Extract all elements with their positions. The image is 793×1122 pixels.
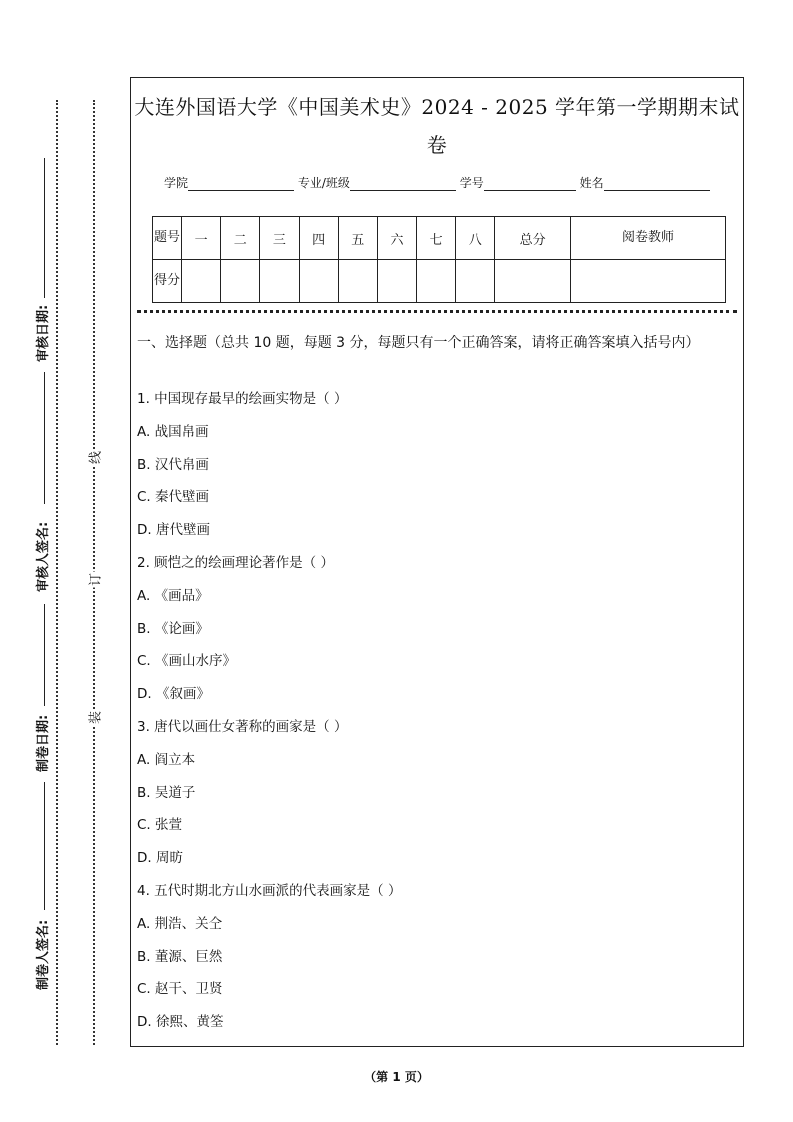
score-label: 得分 bbox=[153, 260, 182, 303]
score-table-header-row bbox=[153, 217, 726, 260]
score-col-6: 六 bbox=[377, 217, 416, 260]
major-blank[interactable] bbox=[350, 178, 456, 191]
section-separator bbox=[137, 310, 737, 313]
answer-option: D. 唐代壁画 bbox=[137, 522, 210, 539]
answer-option: A. 荆浩、关仝 bbox=[137, 915, 223, 932]
binding-mark-line: 线 bbox=[85, 450, 104, 466]
answer-option: D. 徐熙、黄筌 bbox=[137, 1014, 224, 1031]
question-stem: 3. 唐代以画仕女著称的画家是（ ） bbox=[137, 719, 348, 735]
answer-option: A. 阎立本 bbox=[137, 751, 196, 768]
answer-option: C. 赵干、卫贤 bbox=[137, 981, 223, 998]
question-stem: 2. 顾恺之的绘画理论著作是（ ） bbox=[137, 555, 334, 571]
score-cell-8[interactable] bbox=[456, 260, 495, 303]
answer-option: C. 秦代壁画 bbox=[137, 489, 210, 506]
binding-mark-order: 订 bbox=[85, 572, 104, 588]
student-id-blank[interactable] bbox=[484, 178, 576, 191]
answer-option: D. 周昉 bbox=[137, 850, 183, 867]
section1-heading: 一、选择题（总共 10 题，每题 3 分，每题只有一个正确答案，请将正确答案填入括号内） bbox=[137, 335, 700, 351]
binding-mark-pack: 装 bbox=[85, 710, 104, 726]
question-stem: 4. 五代时期北方山水画派的代表画家是（ ） bbox=[137, 883, 402, 899]
page-number: （第 1 页） bbox=[364, 1070, 429, 1084]
score-table-score-row bbox=[153, 260, 726, 303]
maker-sign-label: 制卷人签名: bbox=[36, 919, 51, 990]
exam-title-line2: 卷 bbox=[426, 133, 448, 157]
score-col-3: 三 bbox=[260, 217, 299, 260]
score-cell-1[interactable] bbox=[182, 260, 221, 303]
binding-dotted-line-outer bbox=[56, 100, 58, 1045]
answer-option: B. 董源、巨然 bbox=[137, 948, 223, 965]
answer-option: A. 《画品》 bbox=[137, 587, 209, 604]
exam-title bbox=[131, 88, 743, 164]
answer-option: B. 汉代帛画 bbox=[137, 456, 209, 473]
major-label: 专业/班级 bbox=[297, 176, 350, 190]
score-col-total: 总分 bbox=[495, 217, 571, 260]
score-col-1: 一 bbox=[182, 217, 221, 260]
college-blank[interactable] bbox=[188, 178, 294, 191]
score-cell-grader[interactable] bbox=[571, 260, 726, 303]
grader-label: 阅卷教师 bbox=[571, 217, 726, 260]
score-cell-7[interactable] bbox=[417, 260, 456, 303]
name-blank[interactable] bbox=[604, 178, 710, 191]
reviewer-sign-label: 审核人签名: bbox=[36, 521, 51, 592]
score-col-2: 二 bbox=[221, 217, 260, 260]
score-cell-6[interactable] bbox=[377, 260, 416, 303]
score-cell-total[interactable] bbox=[495, 260, 571, 303]
review-date-label: 审核日期: bbox=[36, 304, 51, 362]
score-cell-5[interactable] bbox=[338, 260, 377, 303]
answer-option: C. 张萱 bbox=[137, 817, 183, 834]
score-table bbox=[152, 216, 726, 303]
score-cell-4[interactable] bbox=[299, 260, 338, 303]
question-stem: 1. 中国现存最早的绘画实物是（ ） bbox=[137, 391, 348, 407]
exam-frame bbox=[130, 77, 744, 1047]
answer-option: B. 吴道子 bbox=[137, 784, 196, 801]
answer-option: C. 《画山水序》 bbox=[137, 653, 237, 670]
score-col-5: 五 bbox=[338, 217, 377, 260]
answer-option: D. 《叙画》 bbox=[137, 686, 210, 703]
score-col-7: 七 bbox=[417, 217, 456, 260]
reviewer-sign-line bbox=[44, 372, 45, 504]
question-number-label: 题号 bbox=[153, 217, 182, 260]
score-cell-2[interactable] bbox=[221, 260, 260, 303]
answer-option: B. 《论画》 bbox=[137, 620, 209, 637]
score-col-8: 八 bbox=[456, 217, 495, 260]
student-info-row bbox=[164, 174, 710, 191]
review-date-line bbox=[44, 158, 45, 298]
score-col-4: 四 bbox=[299, 217, 338, 260]
name-label: 姓名 bbox=[579, 176, 604, 190]
answer-option: A. 战国帛画 bbox=[137, 423, 209, 440]
made-date-line bbox=[44, 604, 45, 706]
maker-sign-line bbox=[44, 782, 45, 910]
made-date-label: 制卷日期: bbox=[36, 714, 51, 772]
exam-title-line1: 大连外国语大学《中国美术史》2024 - 2025 学年第一学期期末试 bbox=[134, 95, 740, 119]
college-label: 学院 bbox=[164, 176, 189, 190]
score-cell-3[interactable] bbox=[260, 260, 299, 303]
student-id-label: 学号 bbox=[459, 176, 484, 190]
